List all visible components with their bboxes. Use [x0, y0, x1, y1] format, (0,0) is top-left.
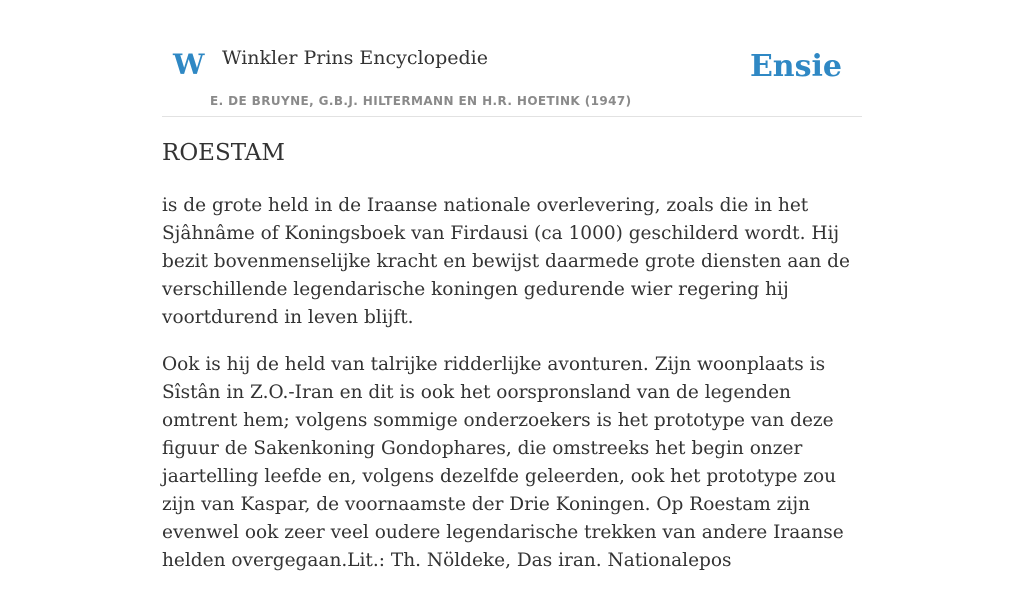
- winkler-prins-logo[interactable]: W: [173, 48, 205, 81]
- book-authors: E. DE BRUYNE, G.B.J. HILTERMANN EN H.R. HOETINK (1947): [210, 94, 632, 108]
- book-title[interactable]: Winkler Prins Encyclopedie: [222, 47, 488, 69]
- entry-paragraph: Ook is hij de held van talrijke ridderlijke avonturen. Zijn woonplaats is Sîstân in Z.O.-Iran en dit is ook het oorspronsland van de legenden omtrent hem; volgens sommige onderzoekers is het prototype van deze figuur de Sakenkoning Gondophares, die omstreeks het begin onzer jaartelling leefde en, volgens dezelfde geleerden, ook het prototype zou zijn van Kaspar, de voornaamste der Drie Koningen. Op Roestam zijn evenwel ook zeer veel oudere legendarische trekken van andere Iraanse helden overgegaan.Lit.: Th. Nöldeke, Das iran. Nationalepos: [162, 354, 844, 571]
- entry-title: ROESTAM: [162, 140, 285, 166]
- entry-body: [162, 192, 862, 594]
- entry-paragraph: is de grote held in de Iraanse nationale overlevering, zoals die in het Sjâhnâme of Koningsboek van Firdausi (ca 1000) geschilderd wordt. Hij bezit bovenmenselijke kracht en bewijst daarmede grote diensten aan de verschillende legendarische koningen gedurende wier regering hij voortdurend in leven blijft.: [162, 195, 850, 328]
- ensie-logo[interactable]: Ensie: [749, 49, 842, 84]
- header: [162, 40, 862, 117]
